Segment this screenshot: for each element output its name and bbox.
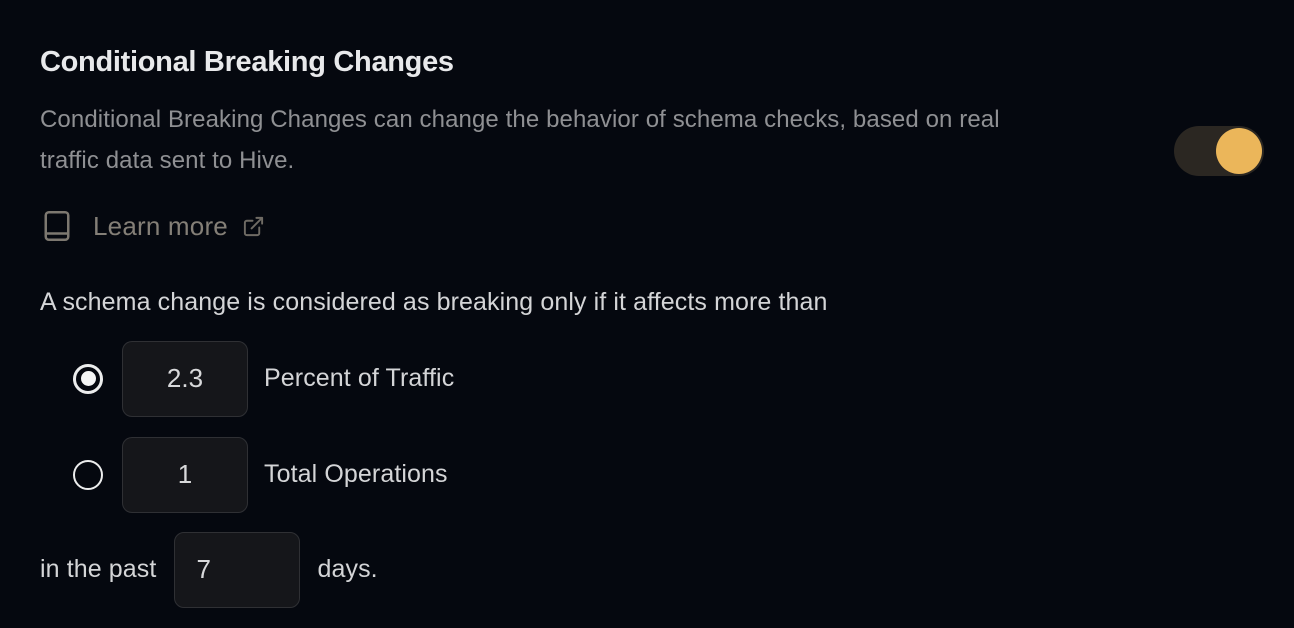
learn-more-label: Learn more <box>93 210 228 241</box>
total-operations-input[interactable] <box>122 437 248 513</box>
radio-dot <box>81 371 96 386</box>
page-title: Conditional Breaking Changes <box>40 46 454 78</box>
days-input[interactable] <box>174 532 300 608</box>
external-link-icon <box>242 215 265 238</box>
total-operations-label: Total Operations <box>264 460 448 488</box>
description-line-1: Conditional Breaking Changes can change the behavior of schema checks, based on real <box>40 106 1000 133</box>
period-suffix-text: days. <box>317 555 378 583</box>
radio-total-operations[interactable] <box>73 460 103 490</box>
conditional-breaking-changes-toggle[interactable] <box>1174 126 1264 176</box>
period-prefix-text: in the past <box>40 555 157 583</box>
option-row-percent-of-traffic <box>73 340 454 417</box>
percent-of-traffic-input[interactable] <box>122 341 248 417</box>
period-row <box>40 531 378 608</box>
book-icon <box>42 209 72 243</box>
learn-more-link[interactable] <box>42 206 265 246</box>
toggle-knob <box>1216 128 1262 174</box>
radio-dot <box>81 467 96 482</box>
panel-description <box>40 99 1000 181</box>
condition-intro-text: A schema change is considered as breaking only if it affects more than <box>40 288 828 316</box>
description-line-2: traffic data sent to Hive. <box>40 147 295 174</box>
option-row-total-operations <box>73 436 448 513</box>
percent-of-traffic-label: Percent of Traffic <box>264 364 455 392</box>
radio-percent-of-traffic[interactable] <box>73 364 103 394</box>
